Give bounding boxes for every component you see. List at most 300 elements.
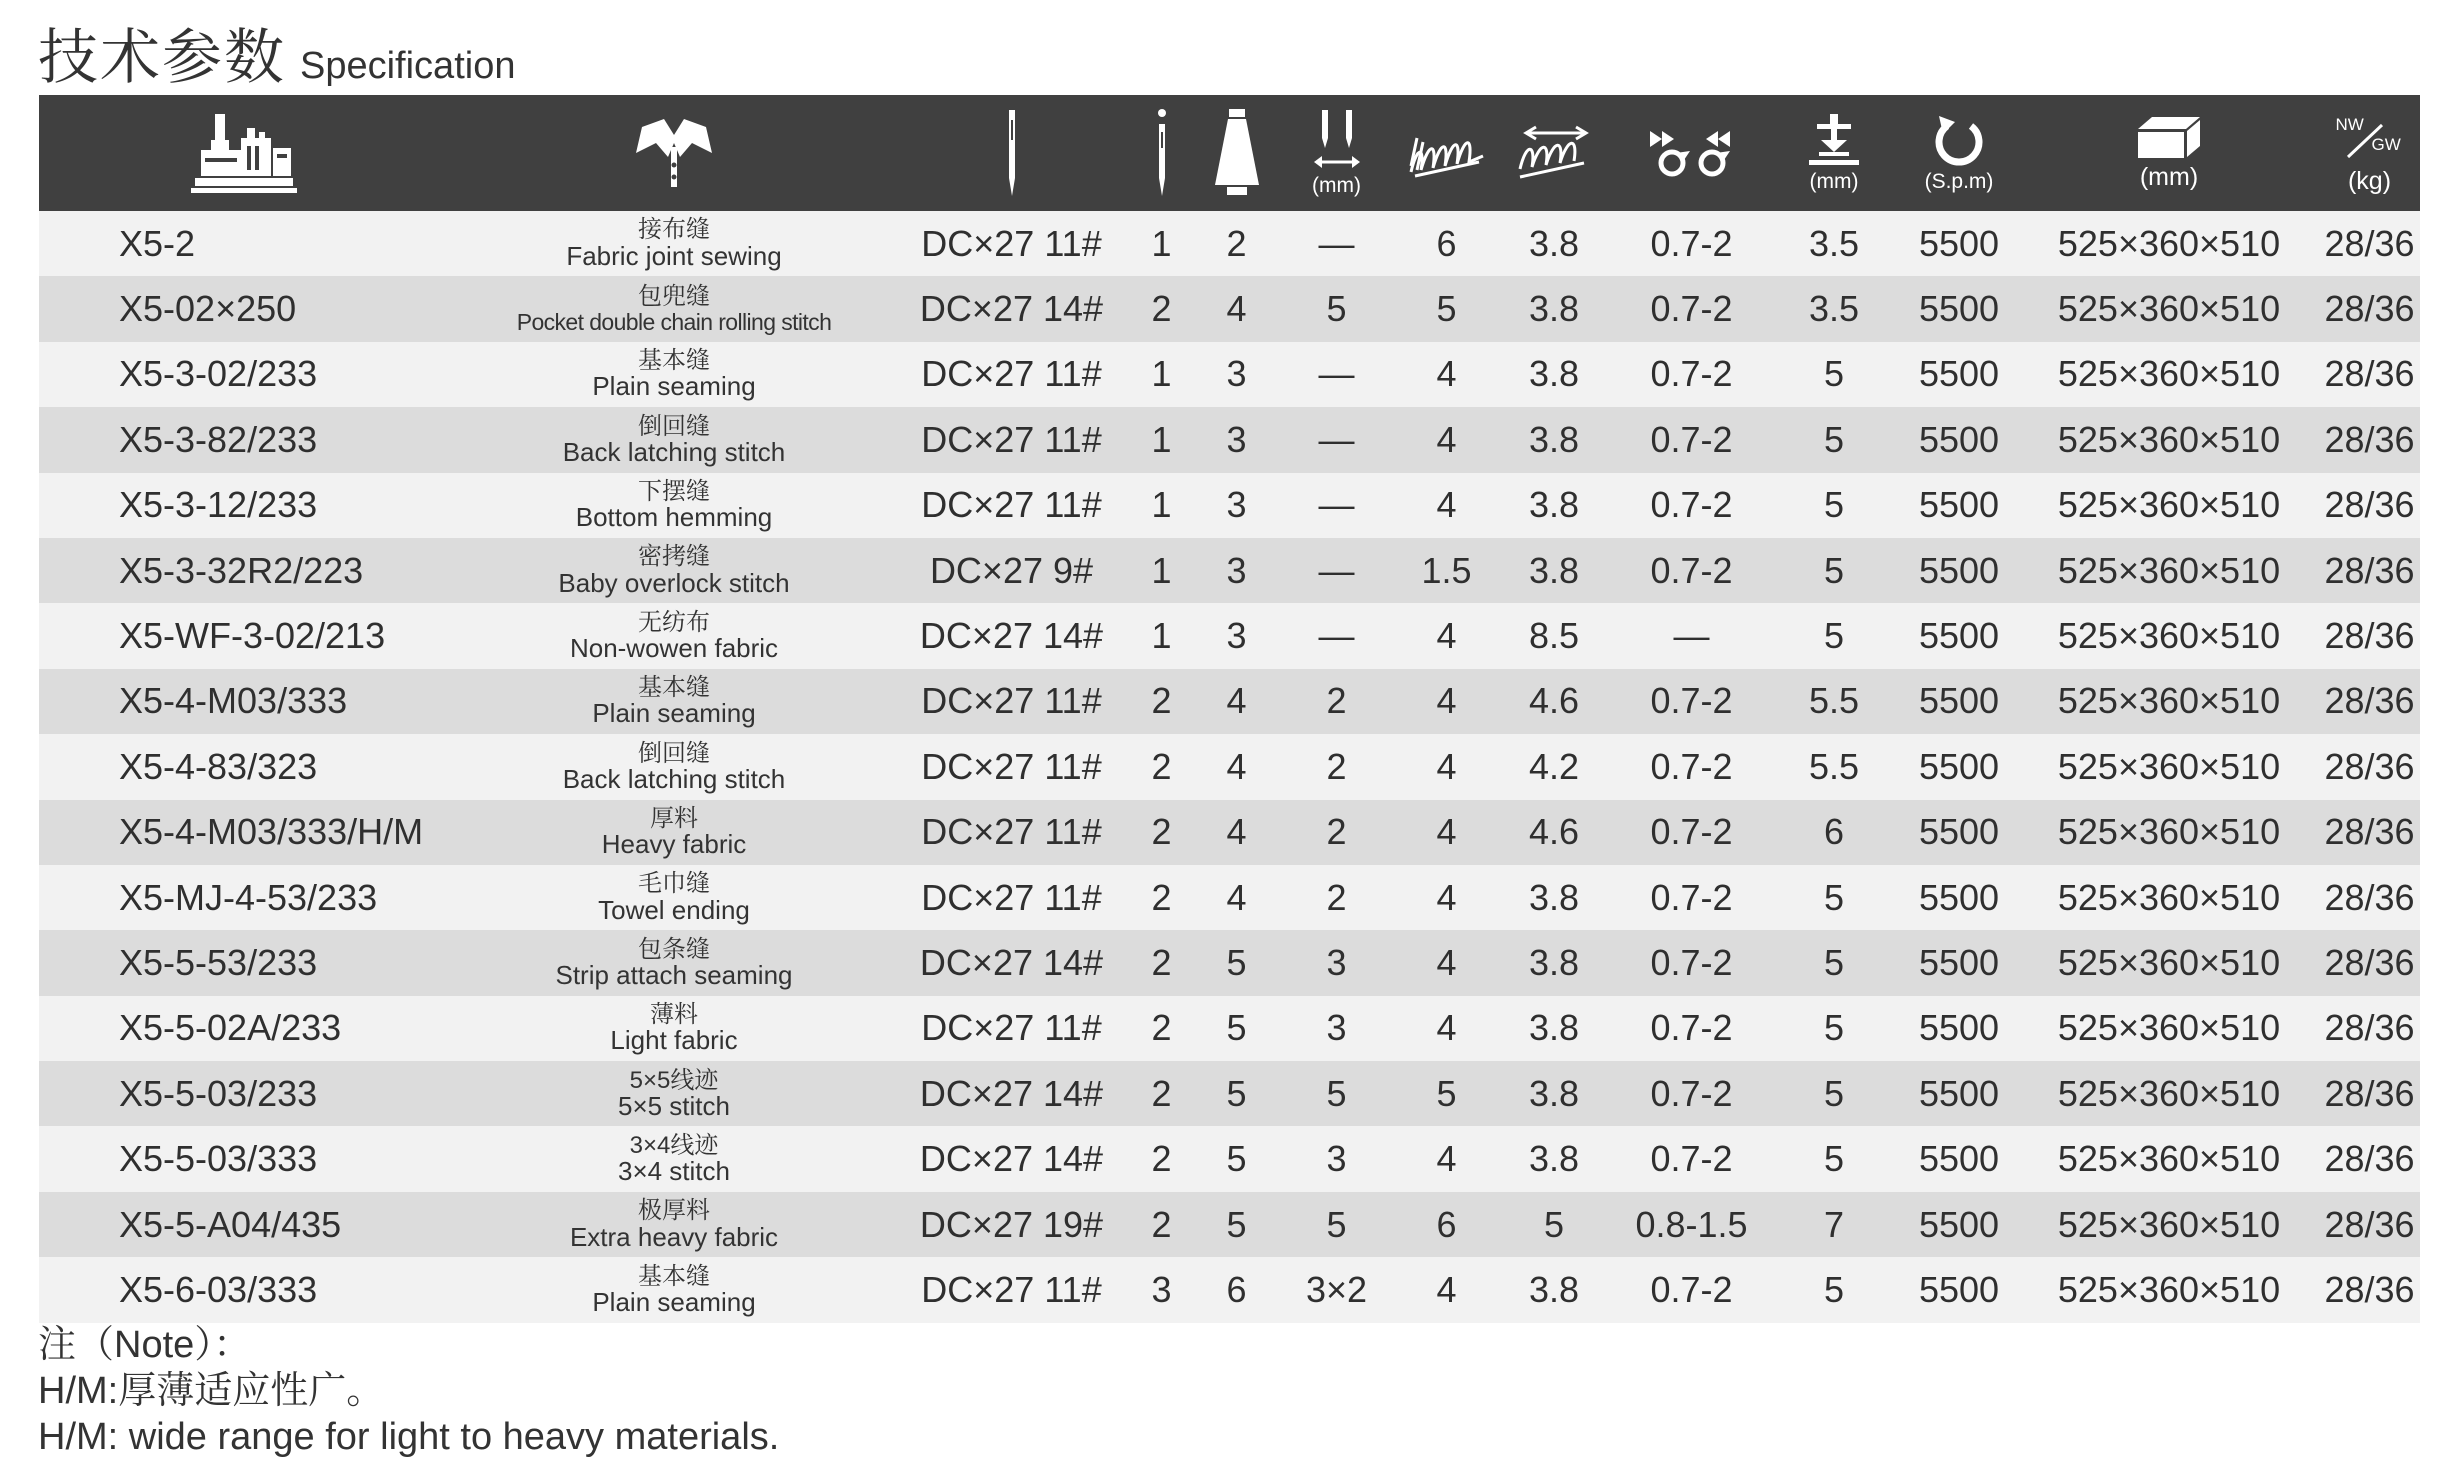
weight-cell: 28/36 bbox=[2324, 615, 2415, 657]
needle-count-cell: 1 bbox=[1151, 549, 1172, 591]
table-row bbox=[39, 473, 2420, 538]
needle-count-cell: 2 bbox=[1151, 811, 1172, 853]
weight-cell: 28/36 bbox=[2324, 222, 2415, 264]
application-en: Pocket double chain rolling stitch bbox=[516, 308, 832, 335]
needle-count-cell: 2 bbox=[1151, 941, 1172, 983]
stitch-length-cell: 3.8 bbox=[1528, 288, 1580, 330]
needle-count-cell: 2 bbox=[1151, 876, 1172, 918]
weight-cell: 28/36 bbox=[2324, 353, 2415, 395]
gauge-unit: (mm) bbox=[1312, 174, 1361, 197]
needle-icon bbox=[1002, 108, 1022, 198]
needle-count-cell: 2 bbox=[1151, 1203, 1172, 1245]
needle-gauge-icon bbox=[1312, 108, 1362, 172]
application-cn: 厚料 bbox=[650, 804, 698, 832]
max-speed-cell: 5500 bbox=[1918, 222, 2000, 264]
needle-spec-cell: DC×27 14# bbox=[919, 1072, 1104, 1114]
sewing-machine-icon bbox=[189, 110, 299, 196]
model-cell: X5-6-03/333 bbox=[119, 1268, 318, 1310]
weight-cell: 28/36 bbox=[2324, 941, 2415, 983]
stitch-length-cell: 3.8 bbox=[1528, 1072, 1580, 1114]
needle-spec-cell: DC×27 9# bbox=[929, 549, 1094, 591]
needle-count-cell: 3 bbox=[1151, 1268, 1172, 1310]
application-cell bbox=[449, 1192, 899, 1257]
application-cell bbox=[449, 1126, 899, 1191]
table-header bbox=[39, 95, 2420, 211]
application-cell bbox=[449, 473, 899, 538]
thread-count-icon bbox=[1407, 126, 1487, 180]
max-speed-cell: 5500 bbox=[1918, 941, 2000, 983]
model-cell: X5-5-02A/233 bbox=[119, 1007, 342, 1049]
stitch-length-cell: 4.6 bbox=[1528, 680, 1580, 722]
needle-spec-cell: DC×27 14# bbox=[919, 941, 1104, 983]
needle-gauge-cell: 2 bbox=[1326, 811, 1347, 853]
table-row bbox=[39, 930, 2420, 995]
application-cn: 下摆缝 bbox=[638, 478, 710, 506]
thread-count-cell: 3 bbox=[1226, 484, 1247, 526]
weight-cell: 28/36 bbox=[2324, 484, 2415, 526]
presser-lift-cell: 5.5 bbox=[1808, 745, 1860, 787]
max-speed-cell: 5500 bbox=[1918, 615, 2000, 657]
header-application bbox=[449, 95, 899, 211]
model-cell: X5-3-32R2/223 bbox=[119, 549, 364, 591]
diff-ratio-cell: — bbox=[1673, 615, 1710, 657]
max-speed-cell: 5500 bbox=[1918, 811, 2000, 853]
application-en: Plain seaming bbox=[592, 698, 756, 729]
header-model bbox=[39, 95, 449, 211]
model-cell: X5-4-83/323 bbox=[119, 745, 318, 787]
stitch-length-cell: 3.8 bbox=[1528, 549, 1580, 591]
diff-ratio-cell: 0.7-2 bbox=[1650, 876, 1733, 918]
thread-count-cell: 5 bbox=[1226, 1203, 1247, 1245]
application-cn: 接布缝 bbox=[638, 216, 710, 244]
table-row bbox=[39, 996, 2420, 1061]
needle-gauge-cell: — bbox=[1318, 222, 1355, 264]
thread-count-cell: 4 bbox=[1226, 745, 1247, 787]
needle-count-cell: 2 bbox=[1151, 745, 1172, 787]
model-cell: X5-WF-3-02/213 bbox=[119, 615, 386, 657]
header-needle-count bbox=[1124, 95, 1199, 211]
presser-lift-cell: 7 bbox=[1823, 1203, 1845, 1245]
presser-lift-cell: 3.5 bbox=[1808, 288, 1860, 330]
gw-label: GW bbox=[2371, 134, 2401, 154]
diff-ratio-cell: 0.7-2 bbox=[1650, 353, 1733, 395]
presser-lift-cell: 5 bbox=[1823, 876, 1845, 918]
nw-label: NW bbox=[2335, 114, 2364, 134]
max-speed-cell: 5500 bbox=[1918, 680, 2000, 722]
note-heading: 注（Note）： bbox=[38, 1324, 252, 1366]
needle-count-cell: 1 bbox=[1151, 418, 1172, 460]
note-chinese: H/M:厚薄适应性广。 bbox=[38, 1370, 385, 1412]
model-cell: X5-5-A04/435 bbox=[119, 1203, 342, 1245]
needle-gauge-cell: 2 bbox=[1326, 745, 1347, 787]
application-cell bbox=[449, 538, 899, 603]
presser-foot-lift-icon bbox=[1805, 112, 1863, 168]
table-body bbox=[39, 211, 2420, 1323]
diff-ratio-cell: 0.7-2 bbox=[1650, 745, 1733, 787]
model-cell: X5-3-02/233 bbox=[119, 353, 318, 395]
header-weight bbox=[2319, 95, 2420, 211]
stitch-threads-cell: 6 bbox=[1436, 222, 1457, 264]
application-en: Back latching stitch bbox=[562, 436, 786, 467]
presser-lift-cell: 5 bbox=[1823, 941, 1845, 983]
max-speed-cell: 5500 bbox=[1918, 484, 2000, 526]
package-size-cell: 525×360×510 bbox=[2057, 1138, 2281, 1180]
header-needle-gauge bbox=[1274, 95, 1399, 211]
max-speed-cell: 5500 bbox=[1918, 1007, 2000, 1049]
model-cell: X5-4-M03/333 bbox=[119, 680, 348, 722]
application-cell bbox=[449, 342, 899, 407]
package-size-cell: 525×360×510 bbox=[2057, 876, 2281, 918]
thread-count-cell: 4 bbox=[1226, 811, 1247, 853]
note-english: H/M: wide range for light to heavy materials. bbox=[38, 1416, 780, 1458]
model-cell: X5-5-53/233 bbox=[119, 941, 318, 983]
presser-lift-cell: 5 bbox=[1823, 1138, 1845, 1180]
needle-count-cell: 1 bbox=[1151, 353, 1172, 395]
needle-gauge-cell: 5 bbox=[1326, 1072, 1347, 1114]
needle-gauge-cell: — bbox=[1318, 418, 1355, 460]
stitch-threads-cell: 4 bbox=[1436, 876, 1457, 918]
table-row bbox=[39, 800, 2420, 865]
needle-spec-cell: DC×27 11# bbox=[921, 745, 1102, 787]
max-speed-cell: 5500 bbox=[1918, 1138, 2000, 1180]
spec-table bbox=[39, 95, 2420, 1323]
thread-cone-icon bbox=[1209, 107, 1265, 199]
model-cell: X5-3-12/233 bbox=[119, 484, 318, 526]
diff-ratio-cell: 0.7-2 bbox=[1650, 1268, 1733, 1310]
weight-cell: 28/36 bbox=[2324, 1072, 2415, 1114]
stitch-threads-cell: 1.5 bbox=[1421, 549, 1472, 591]
diff-ratio-cell: 0.7-2 bbox=[1650, 222, 1733, 264]
diff-ratio-cell: 0.7-2 bbox=[1650, 941, 1733, 983]
needle-gauge-cell: — bbox=[1318, 484, 1355, 526]
application-en: Bottom hemming bbox=[575, 502, 773, 533]
weight-cell: 28/36 bbox=[2324, 876, 2415, 918]
needle-gauge-cell: 2 bbox=[1326, 876, 1347, 918]
application-en: Extra heavy fabric bbox=[569, 1221, 779, 1252]
header-stitch-length bbox=[1494, 95, 1614, 211]
stitch-length-cell: 3.8 bbox=[1528, 1268, 1580, 1310]
application-en: Towel ending bbox=[598, 894, 750, 925]
weight-cell: 28/36 bbox=[2324, 418, 2415, 460]
diff-ratio-cell: 0.7-2 bbox=[1650, 1138, 1733, 1180]
package-size-cell: 525×360×510 bbox=[2057, 1268, 2281, 1310]
application-cn: 毛巾缝 bbox=[638, 870, 710, 898]
needle-spec-cell: DC×27 11# bbox=[921, 811, 1102, 853]
weight-cell: 28/36 bbox=[2324, 745, 2415, 787]
application-cn: 基本缝 bbox=[638, 674, 710, 702]
presser-lift-cell: 5 bbox=[1823, 549, 1845, 591]
model-cell: X5-5-03/233 bbox=[119, 1072, 318, 1114]
presser-lift-cell: 5 bbox=[1823, 1007, 1845, 1049]
weight-cell: 28/36 bbox=[2324, 549, 2415, 591]
needle-gauge-cell: 5 bbox=[1326, 288, 1347, 330]
table-row bbox=[39, 276, 2420, 341]
application-cn: 无纺布 bbox=[638, 608, 710, 636]
presser-lift-cell: 3.5 bbox=[1808, 222, 1860, 264]
application-cell bbox=[449, 1257, 899, 1322]
weight-cell: 28/36 bbox=[2324, 1007, 2415, 1049]
thread-count-cell: 3 bbox=[1226, 418, 1247, 460]
needle-spec-cell: DC×27 11# bbox=[921, 484, 1102, 526]
needle-count-cell: 2 bbox=[1151, 1007, 1172, 1049]
needle-count-cell: 2 bbox=[1151, 288, 1172, 330]
application-cell bbox=[449, 276, 899, 341]
application-cell bbox=[449, 996, 899, 1061]
needle-count-cell: 2 bbox=[1151, 1072, 1172, 1114]
max-speed-cell: 5500 bbox=[1918, 1072, 2000, 1114]
application-cn: 基本缝 bbox=[638, 1262, 710, 1290]
speed-icon bbox=[1931, 112, 1987, 168]
needle-gauge-cell: 3 bbox=[1326, 941, 1347, 983]
stitch-length-cell: 3.8 bbox=[1528, 418, 1580, 460]
weight-unit: (kg) bbox=[2347, 166, 2392, 195]
stitch-threads-cell: 4 bbox=[1436, 811, 1457, 853]
application-cn: 薄料 bbox=[650, 1001, 698, 1029]
stitch-threads-cell: 4 bbox=[1436, 745, 1457, 787]
package-size-cell: 525×360×510 bbox=[2057, 222, 2281, 264]
application-cell bbox=[449, 407, 899, 472]
presser-lift-cell: 5.5 bbox=[1808, 680, 1860, 722]
package-size-cell: 525×360×510 bbox=[2057, 418, 2281, 460]
collar-icon bbox=[632, 113, 716, 193]
needle-spec-cell: DC×27 11# bbox=[921, 418, 1102, 460]
needle-gauge-cell: 3×2 bbox=[1305, 1268, 1368, 1310]
stitch-threads-cell: 4 bbox=[1436, 1268, 1457, 1310]
weight-icon bbox=[2334, 111, 2406, 163]
presser-lift-cell: 5 bbox=[1823, 1268, 1845, 1310]
notes bbox=[38, 1322, 779, 1460]
application-cn: 包兜缝 bbox=[638, 283, 710, 311]
table-row bbox=[39, 342, 2420, 407]
thread-count-cell: 3 bbox=[1226, 615, 1247, 657]
application-cn: 3×4线迹 bbox=[629, 1131, 719, 1159]
thread-count-cell: 5 bbox=[1226, 1138, 1247, 1180]
max-speed-cell: 5500 bbox=[1918, 549, 2000, 591]
application-en: Fabric joint sewing bbox=[566, 240, 782, 271]
table-row bbox=[39, 1257, 2420, 1322]
application-cell bbox=[449, 1061, 899, 1126]
title-english: Specification bbox=[300, 45, 516, 87]
diff-ratio-cell: 0.7-2 bbox=[1650, 288, 1733, 330]
package-size-cell: 525×360×510 bbox=[2057, 615, 2281, 657]
title-chinese: 技术参数 bbox=[38, 24, 286, 91]
presser-lift-cell: 5 bbox=[1823, 353, 1845, 395]
application-en: Plain seaming bbox=[592, 1286, 756, 1317]
stitch-length-cell: 4.6 bbox=[1528, 811, 1580, 853]
table-row bbox=[39, 407, 2420, 472]
page-title bbox=[38, 10, 516, 91]
diff-ratio-cell: 0.7-2 bbox=[1650, 811, 1733, 853]
application-en: 5×5 stitch bbox=[617, 1090, 730, 1121]
needle-gauge-cell: 2 bbox=[1326, 680, 1347, 722]
presser-lift-cell: 5 bbox=[1823, 484, 1845, 526]
diff-ratio-cell: 0.8-1.5 bbox=[1635, 1203, 1748, 1245]
stitch-length-cell: 3.8 bbox=[1528, 353, 1580, 395]
application-cell bbox=[449, 734, 899, 799]
thread-count-cell: 5 bbox=[1226, 1072, 1247, 1114]
stitch-length-cell: 3.8 bbox=[1528, 222, 1580, 264]
stitch-length-cell: 4.2 bbox=[1528, 745, 1580, 787]
thread-count-cell: 4 bbox=[1226, 288, 1247, 330]
package-size-cell: 525×360×510 bbox=[2057, 1007, 2281, 1049]
needle-count-icon bbox=[1152, 108, 1172, 198]
stitch-length-cell: 8.5 bbox=[1528, 615, 1580, 657]
stitch-threads-cell: 4 bbox=[1436, 1007, 1457, 1049]
stitch-length-cell: 5 bbox=[1543, 1203, 1565, 1245]
stitch-length-cell: 3.8 bbox=[1528, 1138, 1580, 1180]
presser-lift-cell: 5 bbox=[1823, 418, 1845, 460]
table-row bbox=[39, 865, 2420, 930]
package-size-cell: 525×360×510 bbox=[2057, 680, 2281, 722]
needle-count-cell: 2 bbox=[1151, 1138, 1172, 1180]
table-row bbox=[39, 1126, 2420, 1191]
needle-gauge-cell: 3 bbox=[1326, 1007, 1347, 1049]
needle-spec-cell: DC×27 11# bbox=[921, 680, 1102, 722]
stitch-threads-cell: 4 bbox=[1436, 1138, 1457, 1180]
needle-spec-cell: DC×27 14# bbox=[919, 1138, 1104, 1180]
application-cell bbox=[449, 930, 899, 995]
package-box-icon bbox=[2136, 115, 2202, 159]
max-speed-cell: 5500 bbox=[1918, 1203, 2000, 1245]
application-en: 3×4 stitch bbox=[617, 1156, 730, 1187]
weight-cell: 28/36 bbox=[2324, 680, 2415, 722]
package-size-cell: 525×360×510 bbox=[2057, 484, 2281, 526]
needle-spec-cell: DC×27 19# bbox=[919, 1203, 1104, 1245]
application-en: Light fabric bbox=[610, 1025, 738, 1056]
header-package-size bbox=[2019, 95, 2319, 211]
stitch-threads-cell: 4 bbox=[1436, 484, 1457, 526]
application-cell bbox=[449, 800, 899, 865]
table-row bbox=[39, 538, 2420, 603]
max-speed-cell: 5500 bbox=[1918, 418, 2000, 460]
thread-count-cell: 3 bbox=[1226, 549, 1247, 591]
application-cell bbox=[449, 669, 899, 734]
application-cell bbox=[449, 603, 899, 668]
stitch-threads-cell: 4 bbox=[1436, 941, 1457, 983]
presser-lift-cell: 5 bbox=[1823, 1072, 1845, 1114]
model-cell: X5-5-03/333 bbox=[119, 1138, 318, 1180]
needle-count-cell: 2 bbox=[1151, 680, 1172, 722]
speed-unit: (S.p.m) bbox=[1924, 170, 1994, 193]
application-cn: 倒回缝 bbox=[638, 412, 710, 440]
thread-count-cell: 5 bbox=[1226, 941, 1247, 983]
model-cell: X5-MJ-4-53/233 bbox=[119, 876, 378, 918]
thread-count-cell: 3 bbox=[1226, 353, 1247, 395]
package-size-cell: 525×360×510 bbox=[2057, 288, 2281, 330]
application-cn: 包条缝 bbox=[638, 935, 710, 963]
needle-gauge-cell: — bbox=[1318, 353, 1355, 395]
stitch-threads-cell: 4 bbox=[1436, 680, 1457, 722]
max-speed-cell: 5500 bbox=[1918, 288, 2000, 330]
max-speed-cell: 5500 bbox=[1918, 353, 2000, 395]
weight-cell: 28/36 bbox=[2324, 288, 2415, 330]
application-en: Heavy fabric bbox=[601, 829, 747, 860]
diff-ratio-cell: 0.7-2 bbox=[1650, 549, 1733, 591]
presser-lift-cell: 5 bbox=[1823, 615, 1845, 657]
thread-count-cell: 4 bbox=[1226, 876, 1247, 918]
weight-cell: 28/36 bbox=[2324, 1268, 2415, 1310]
max-speed-cell: 5500 bbox=[1918, 876, 2000, 918]
application-cn: 倒回缝 bbox=[638, 739, 710, 767]
weight-cell: 28/36 bbox=[2324, 1138, 2415, 1180]
stitch-length-cell: 3.8 bbox=[1528, 876, 1580, 918]
table-row bbox=[39, 603, 2420, 668]
needle-spec-cell: DC×27 14# bbox=[919, 615, 1104, 657]
stitch-threads-cell: 5 bbox=[1436, 288, 1457, 330]
application-cn: 5×5线迹 bbox=[629, 1066, 719, 1094]
application-cell bbox=[449, 211, 899, 276]
application-en: Baby overlock stitch bbox=[558, 567, 790, 598]
header-needle bbox=[899, 95, 1124, 211]
needle-gauge-cell: — bbox=[1318, 549, 1355, 591]
application-en: Back latching stitch bbox=[562, 763, 786, 794]
application-cn: 密拷缝 bbox=[638, 543, 710, 571]
stitch-length-cell: 3.8 bbox=[1528, 1007, 1580, 1049]
table-row bbox=[39, 669, 2420, 734]
application-en: Plain seaming bbox=[592, 371, 756, 402]
table-row bbox=[39, 1061, 2420, 1126]
weight-cell: 28/36 bbox=[2324, 811, 2415, 853]
diff-ratio-cell: 0.7-2 bbox=[1650, 1007, 1733, 1049]
weight-cell: 28/36 bbox=[2324, 1203, 2415, 1245]
header-diff-ratio bbox=[1614, 95, 1769, 211]
needle-spec-cell: DC×27 11# bbox=[921, 876, 1102, 918]
max-speed-cell: 5500 bbox=[1918, 745, 2000, 787]
stitch-threads-cell: 4 bbox=[1436, 615, 1457, 657]
application-en: Non-wowen fabric bbox=[569, 632, 779, 663]
stitch-threads-cell: 4 bbox=[1436, 353, 1457, 395]
diff-ratio-cell: 0.7-2 bbox=[1650, 680, 1733, 722]
needle-count-cell: 1 bbox=[1151, 222, 1172, 264]
differential-feed-icon bbox=[1514, 125, 1594, 181]
needle-spec-cell: DC×27 11# bbox=[921, 222, 1102, 264]
diff-ratio-cell: 0.7-2 bbox=[1650, 1072, 1733, 1114]
table-row bbox=[39, 211, 2420, 276]
package-size-cell: 525×360×510 bbox=[2057, 941, 2281, 983]
lift-unit: (mm) bbox=[1809, 170, 1859, 193]
header-threads bbox=[1399, 95, 1494, 211]
application-cn: 基本缝 bbox=[638, 347, 710, 375]
package-size-cell: 525×360×510 bbox=[2057, 549, 2281, 591]
needle-spec-cell: DC×27 14# bbox=[919, 288, 1104, 330]
stitch-length-cell: 3.8 bbox=[1528, 941, 1580, 983]
package-size-cell: 525×360×510 bbox=[2057, 745, 2281, 787]
package-size-cell: 525×360×510 bbox=[2057, 1203, 2281, 1245]
thread-count-cell: 6 bbox=[1226, 1268, 1247, 1310]
package-size-cell: 525×360×510 bbox=[2057, 811, 2281, 853]
needle-gauge-cell: 3 bbox=[1326, 1138, 1347, 1180]
table-row bbox=[39, 734, 2420, 799]
needle-gauge-cell: 5 bbox=[1326, 1203, 1347, 1245]
table-row bbox=[39, 1192, 2420, 1257]
needle-count-cell: 1 bbox=[1151, 615, 1172, 657]
needle-spec-cell: DC×27 11# bbox=[921, 1268, 1102, 1310]
thread-count-cell: 2 bbox=[1226, 222, 1247, 264]
package-size-cell: 525×360×510 bbox=[2057, 353, 2281, 395]
model-cell: X5-2 bbox=[119, 222, 196, 264]
needle-gauge-cell: — bbox=[1318, 615, 1355, 657]
application-cell bbox=[449, 865, 899, 930]
model-cell: X5-4-M03/333/H/M bbox=[119, 811, 424, 853]
stitch-threads-cell: 5 bbox=[1436, 1072, 1457, 1114]
model-cell: X5-02×250 bbox=[119, 288, 297, 330]
header-speed bbox=[1899, 95, 2019, 211]
model-cell: X5-3-82/233 bbox=[119, 418, 318, 460]
max-speed-cell: 5500 bbox=[1918, 1268, 2000, 1310]
stitch-threads-cell: 6 bbox=[1436, 1203, 1457, 1245]
thread-count-cell: 5 bbox=[1226, 1007, 1247, 1049]
presser-lift-cell: 6 bbox=[1823, 811, 1845, 853]
